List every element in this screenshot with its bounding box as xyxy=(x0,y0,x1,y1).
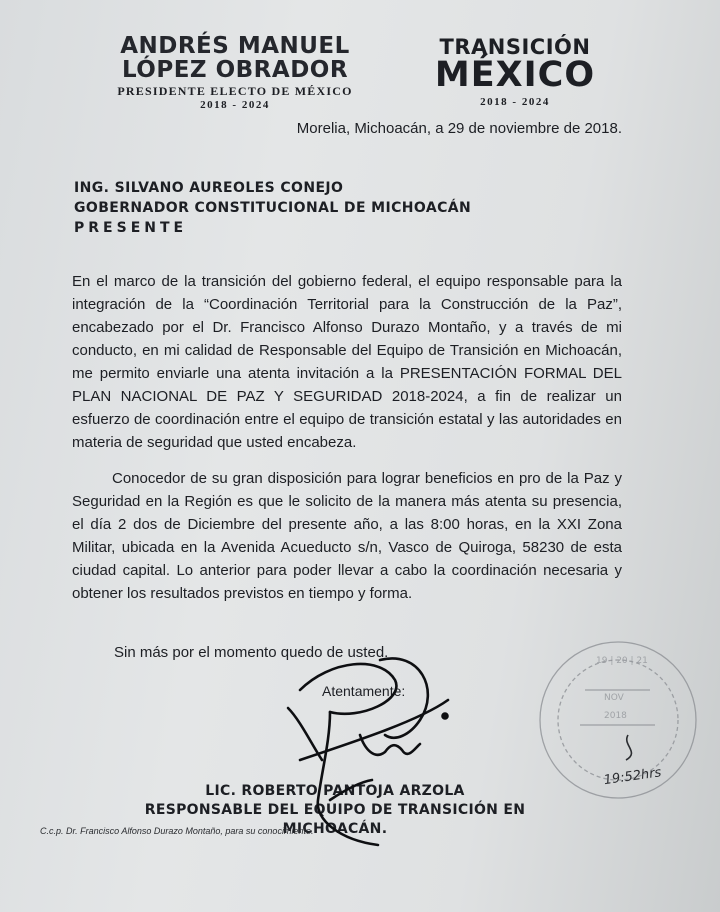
svg-text:19 | 20 | 21: 19 | 20 | 21 xyxy=(596,656,648,666)
recipient-title: GOBERNADOR CONSTITUCIONAL DE MICHOACÁN xyxy=(74,200,472,216)
letterhead-years: 2018 - 2024 xyxy=(200,99,270,111)
transition-logo-line1: TRANSICIÓN xyxy=(439,35,591,59)
body-paragraph-2: Conocedor de su gran disposición para lograr beneficios en pro de la Paz y Seguridad en la Región es que le solicito de la manera más atenta su presencia, el día 2 dos de Diciembre del presente año, a las 8:00 horas, en la XXI Zona Militar, ubicada en la Avenida Acueducto s/n, Vasco de Quiroga, 58230 de esta ciudad capital. Lo anterior para poder llevar a cabo la coordinación necesaria y obtener los resultados previstos en tiempo y forma. xyxy=(72,470,622,602)
letterhead-role: PRESIDENTE ELECTO DE MÉXICO xyxy=(117,84,353,98)
transition-logo-years: 2018 - 2024 xyxy=(480,96,550,108)
transition-logo-line2: MÉXICO xyxy=(434,55,596,95)
stamp-received-time: 19:52hrs xyxy=(602,765,663,789)
atentamente-label: Atentamente: xyxy=(322,683,406,699)
svg-text:NOV: NOV xyxy=(604,693,624,703)
signer-title: RESPONSABLE DEL EQUIPO DE TRANSICIÓN EN MICHOACÁN. xyxy=(144,802,526,837)
body-paragraph-1: En el marco de la transición del gobierno federal, el equipo responsable para la integración de la “Coordinación Territorial para la Construcción de la Paz”, encabezado por el Dr. Francisco Alfonso Durazo Montaño, y a través de mi conducto, en mi calidad de Responsable del Equipo de Transición en Michoacán, me permito enviarle una atenta invitación a la PRESENTACIÓN FORMAL DEL PLAN NACIONAL DE PAZ Y SEGURIDAD 2018-2024, a fin de realizar un esfuerzo de coordinación entre el equipo de transición estatal y las autoridades en materia de seguridad que usted encabeza. xyxy=(72,273,622,451)
letterhead-name-line2: LÓPEZ OBRADOR xyxy=(121,57,349,83)
ccp-line: C.c.p. Dr. Francisco Alfonso Durazo Montaño, para su conocimiento. xyxy=(40,826,314,836)
closing-line: Sin más por el momento quedo de usted. xyxy=(114,644,389,661)
recipient-greeting: PRESENTE xyxy=(74,220,188,236)
letterhead-name-line1: ANDRÉS MANUEL xyxy=(120,33,350,59)
recipient-name: ING. SILVANO AUREOLES CONEJO xyxy=(74,180,344,196)
signer-name: LIC. ROBERTO PANTOJA ARZOLA xyxy=(205,783,465,799)
letter-date: Morelia, Michoacán, a 29 de noviembre de 2018. xyxy=(296,120,622,137)
svg-text:2018: 2018 xyxy=(604,711,627,721)
